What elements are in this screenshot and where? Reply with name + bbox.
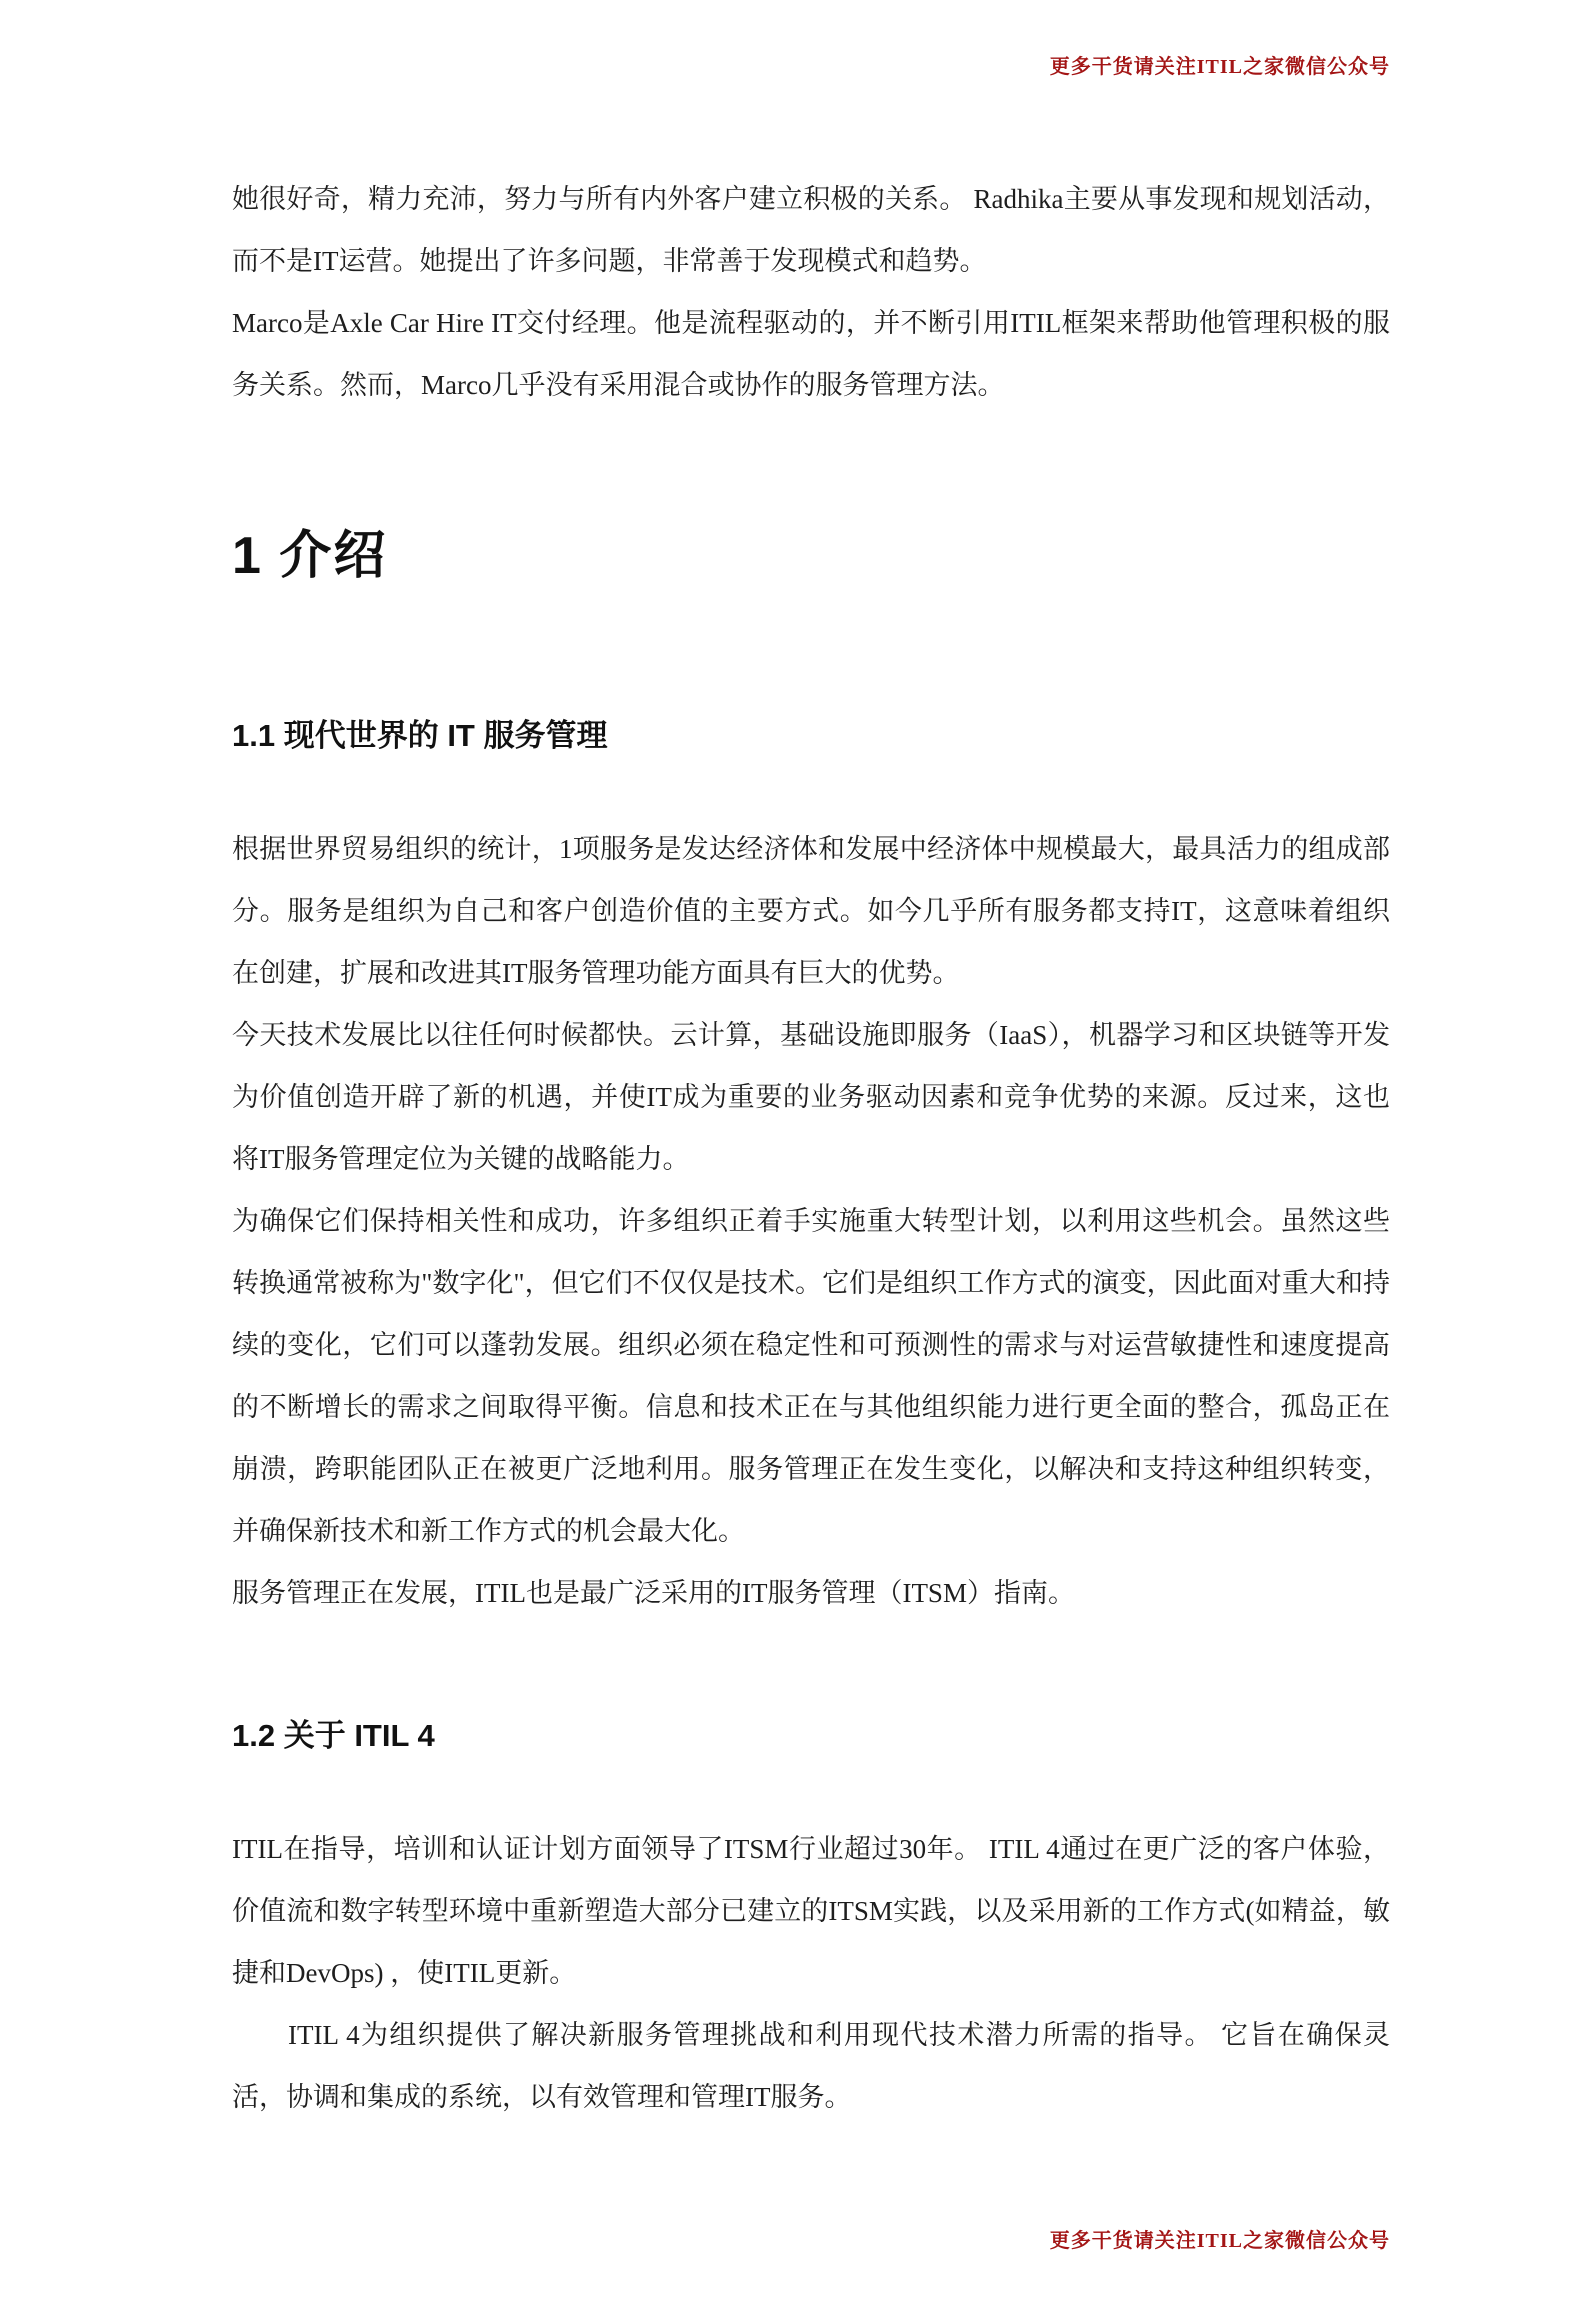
intro-paragraph-marco: Marco是Axle Car Hire IT交付经理。他是流程驱动的，并不断引用ITIL框架来帮助他管理积极的服务关系。然而，Marco几乎没有采用混合或协作的服务管理方法。 xyxy=(232,308,1390,400)
header-note: 更多干货请关注ITIL之家微信公众号 xyxy=(1049,56,1390,78)
section-1-1-paragraph-2: 今天技术发展比以往任何时候都快。云计算，基础设施即服务（IaaS），机器学习和区块链等开发为价值创造开辟了新的机遇，并使IT成为重要的业务驱动因素和竞争优势的来源。反过来，这也将IT服务管理定位为关键的战略能力。 xyxy=(232,1020,1390,1174)
section-1-1-paragraph-1: 根据世界贸易组织的统计，1项服务是发达经济体和发展中经济体中规模最大，最具活力的组成部分。服务是组织为自己和客户创造价值的主要方式。如今几乎所有服务都支持IT，这意味着组织在创建，扩展和改进其IT服务管理功能方面具有巨大的优势。 xyxy=(232,834,1390,988)
page-content xyxy=(232,0,1390,2128)
section-title-1-1: 1.1 现代世界的 IT 服务管理 xyxy=(232,718,608,753)
section-1-2-paragraph-2: ITIL 4为组织提供了解决新服务管理挑战和利用现代技术潜力所需的指导。 它旨在确保灵活，协调和集成的系统，以有效管理和管理IT服务。 xyxy=(232,2020,1390,2112)
section-1-1-paragraph-4: 服务管理正在发展，ITIL也是最广泛采用的IT服务管理（ITSM）指南。 xyxy=(232,1578,1075,1608)
section-1-2-paragraph-1: ITIL在指导，培训和认证计划方面领导了ITSM行业超过30年。 ITIL 4通过在更广泛的客户体验，价值流和数字转型环境中重新塑造大部分已建立的ITSM实践，以及采用新的工作方式(如精益，敏捷和DevOps) ，使ITIL更新。 xyxy=(232,1834,1390,1988)
footer-note: 更多干货请关注ITIL之家微信公众号 xyxy=(1049,2230,1390,2252)
section-1-1-paragraph-3: 为确保它们保持相关性和成功，许多组织正着手实施重大转型计划，以利用这些机会。虽然这些转换通常被称为"数字化"，但它们不仅仅是技术。它们是组织工作方式的演变，因此面对重大和持续的变化，它们可以蓬勃发展。组织必须在稳定性和可预测性的需求与对运营敏捷性和速度提高的不断增长的需求之间取得平衡。信息和技术正在与其他组织能力进行更全面的整合，孤岛正在崩溃，跨职能团队正在被更广泛地利用。服务管理正在发生变化，以解决和支持这种组织转变，并确保新技术和新工作方式的机会最大化。 xyxy=(232,1206,1390,1546)
section-title-1-2: 1.2 关于 ITIL 4 xyxy=(232,1718,435,1753)
intro-paragraph-radhika: 她很好奇，精力充沛，努力与所有内外客户建立积极的关系。 Radhika主要从事发现和规划活动，而不是IT运营。她提出了许多问题，非常善于发现模式和趋势。 xyxy=(232,184,1390,276)
chapter-title: 1 介绍 xyxy=(232,527,388,585)
